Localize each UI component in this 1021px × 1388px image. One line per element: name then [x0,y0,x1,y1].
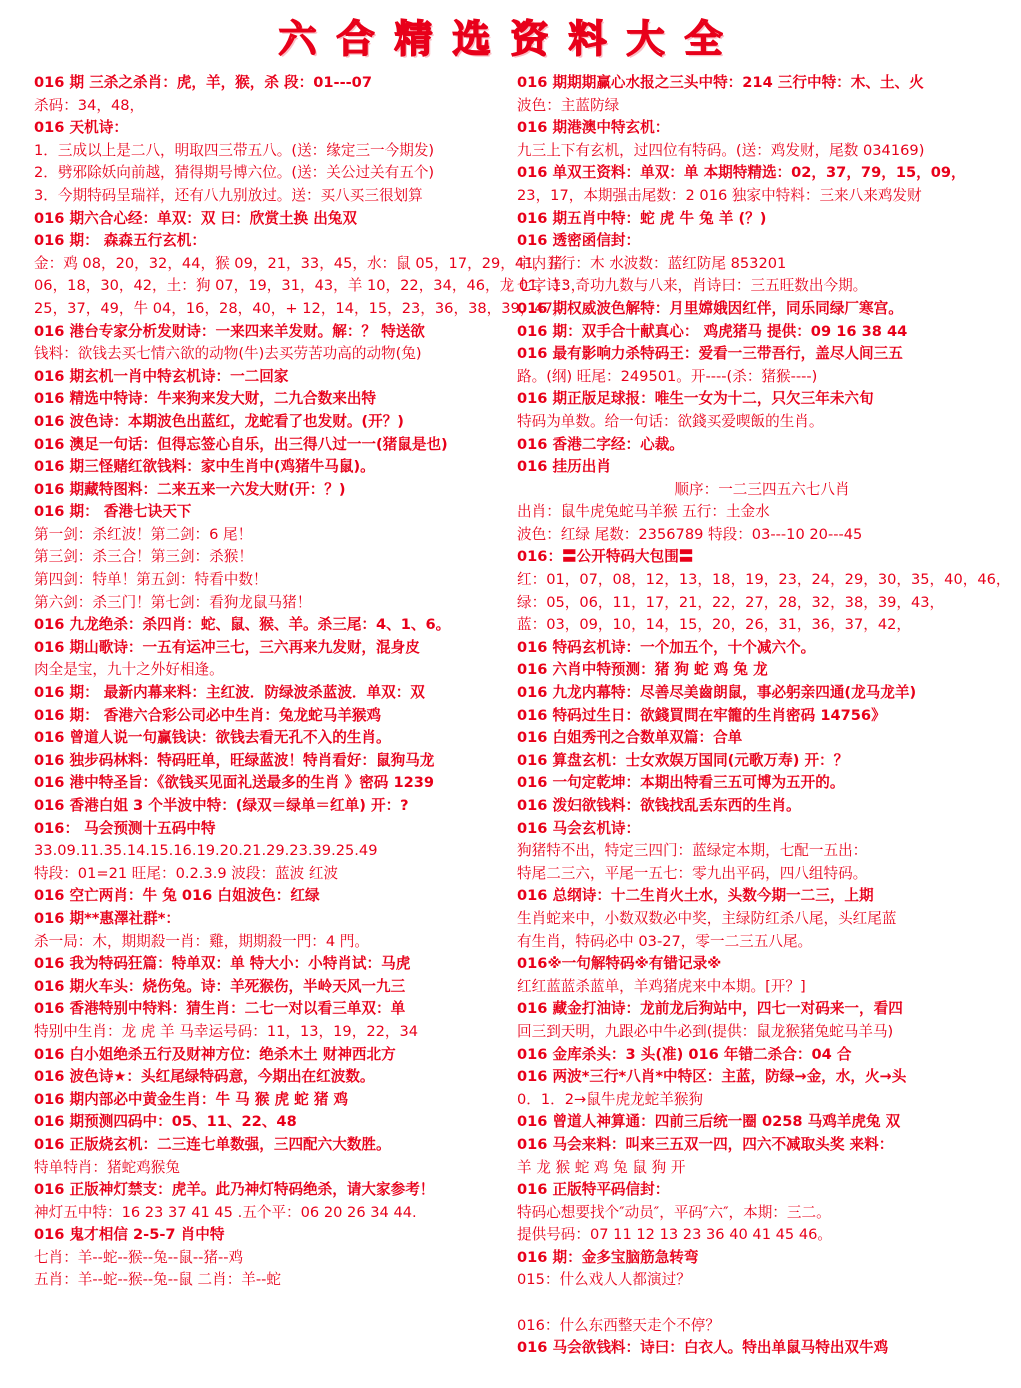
text-line: 016 香港特别中特料：猜生肖：二七一对以看三单双：单 [34,1000,406,1018]
text-line: 016 特码过生日：欲錢買問在牢籠的生肖密码 14756》 [517,706,886,724]
text-line: 016 期权威波色解特：月里嫦娥因红伴，同乐同绿厂寒宫。 [517,299,903,317]
text-line: 016 九龙绝杀：杀四肖：蛇、鼠、猴、羊。杀三尾：4、1、6。 [34,616,451,634]
text-line: 016 期港澳中特玄机： [517,119,670,137]
text-line: 路。(纲) 旺尾：249501。开----(杀：猪猴----) [517,367,818,385]
text-line: 016 总纲诗：十二生肖火土水，头数今期一二三，上期 [517,887,874,905]
text-line: 016 香港白姐 3 个半波中特：(绿双＝绿单＝红单) 开：? [34,797,409,814]
text-line: 七肖：羊--蛇--猴--兔--鼠--猪--鸡 [34,1248,244,1266]
text-line: 016 期： 香港六合彩公司必中生肖：兔龙蛇马羊猴鸡 [34,706,382,724]
text-line: 五肖：羊--蛇--猴--兔--鼠 二肖：羊--蛇 [34,1271,282,1289]
text-line: 第一剑：杀红波！第二剑：6 尾！ [34,525,253,543]
text-line: 016 独步码林料：特码旺单，旺绿蓝波！特肖看好：鼠狗马龙 [34,751,435,769]
text-line: 016 香港二字经：心裁。 [517,435,684,453]
text-line: 神灯五中特：16 23 37 41 45 .五个平：06 20 26 34 44. [34,1203,417,1221]
text-line: 016 金库杀头：3 头(准) 016 年错二杀合：04 合 [517,1045,852,1063]
text-line: 016 期**惠澤社群*： [34,909,181,927]
text-line: 016 期六合心经：单双：双 曰：欣赏土换 出兔双 [34,209,357,227]
page-title: 六合精选资料大全 [278,17,743,61]
text-line: 第三剑：杀三合！第三剑：杀猴！ [34,548,253,566]
text-line: 016 天机诗： [34,119,128,137]
text-line: 06，18，30，42，土：狗 07，19，31，43，羊 10，22，34，46，龙 01，13， [34,277,586,295]
text-line: 羊 龙 猴 蛇 鸡 兔 鼠 狗 开 [517,1158,686,1176]
text-line: 016 期正版足球报：唯生一女为十二，只欠三年未六旬 [517,390,874,408]
text-line: 016※一句解特码※有错记录※ [517,955,722,973]
text-line: 杀一局：木，期期殺一肖：雞，期期殺一門：4 門。 [34,932,369,950]
text-line: 016 单双王资料：单双：单 本期特精选：02，37，79，15，09， [517,164,966,182]
text-line: 红红蓝蓝杀蓝单，羊鸡猪虎来中本期。[开？] [517,977,806,995]
text-line: 23，17，本期强击尾数：2 016 独家中特料：三来八来鸡发财 [517,186,922,204]
text-line: 016 六肖中特预测：猪 狗 蛇 鸡 兔 龙 [517,661,768,679]
text-line: 出肖：鼠牛虎兔蛇马羊猴 五行：土金水 [517,503,770,521]
text-line: 016：〓公开特码大包围〓 [517,548,694,566]
text-line: 016 期：双手合十献真心： 鸡虎猪马 提供：09 16 38 44 [517,322,908,340]
text-line: 016 期山歌诗：一五有运冲三七，三六再来九发财，混身皮 [34,638,420,656]
text-line: 016 正版烧玄机：二三连七单数强，三四配六大数胜。 [34,1135,391,1153]
text-line: 016：什么东西整天走个不停？ [517,1316,720,1334]
text-line: 2．劈邪除妖向前越，猜得期号博六位。(送：关公过关有五个) [34,164,435,182]
text-line: 波色：主蓝防绿 [517,96,620,114]
text-line: 顺序：一二三四五六七八肖 [674,480,850,498]
text-line: 016 期藏特图料：二来五来一六发大财(开：？) [34,480,346,498]
text-line: 蓝：03，09，10，14，15，20，26，31，36，37，42， [517,616,911,634]
text-line: 016 港台专家分析发财诗：一来四来羊发财。解：？ 特送欲 [34,322,425,340]
text-line: 016 透密函信封： [517,232,641,250]
text-line: 提供号码：07 11 12 13 23 36 40 41 45 46。 [517,1226,833,1244]
text-line: 宇内五行：木 水波数：蓝红防尾 853201 [517,254,787,272]
text-line: 25，37，49，牛 04，16，28，40，+ 12，14，15，23，36，38，39，47， [34,299,568,317]
text-line: 016 白小姐绝杀五行及财神方位：绝杀木土 财神西北方 [34,1045,396,1063]
text-line: 016 特码玄机诗：一个加五个，十个减六个。 [517,638,816,656]
text-line: 016 期： 最新内幕来料：主红波．防绿波杀蓝波．单双：双 [34,684,425,702]
text-line: 016 波色诗：本期波色出蓝红，龙蛇看了也发财。(开？) [34,412,404,430]
text-line: 016 泼妇欲钱料：欲钱找乱丢东西的生肖。 [517,797,801,814]
text-line: 016 算盘玄机：士女欢娱万国同(元歌万寿) 开：？ [517,751,849,769]
text-line: 016 港中特圣旨：《欲钱买见面礼送最多的生肖 》密码 1239 [34,774,435,792]
text-line: 016 期预测四码中：05、11、22、48 [34,1113,297,1131]
text-line: 016 波色诗★：头红尾绿特码意，今期出在红波数。 [34,1068,375,1086]
text-line: 杀码：34，48， [34,96,145,114]
text-line: 016 最有影响力杀特码王：爱看一三带吾行，盖尽人间三五 [517,345,903,363]
text-line: 016 期：金多宝脑筋急转弯 [517,1248,699,1266]
text-line: 016 期五肖中特：蛇 虎 牛 兔 羊 (？) [517,209,767,227]
text-line: 3．今期特码呈瑞祥，还有八九别放过。送：买八买三很划算 [34,186,423,204]
text-line: 016 马会欲钱料：诗曰：白衣人。特出单鼠马特出双牛鸡 [517,1339,889,1357]
text-line: 特段：01=21 旺尾：0.2.3.9 波段：蓝波 红波 [34,864,339,882]
text-line [517,1292,1007,1315]
text-line: 特尾二三六，平尾一五七：零九出平码，四八组特码。 [517,864,868,882]
text-line: 016 期三怪赌红欲钱料：家中生肖中(鸡猪牛马鼠)。 [34,458,375,476]
text-line: 016 一句定乾坤：本期出特看三五可博为五开的。 [517,774,845,792]
text-line: 016 正版特平码信封： [517,1181,670,1199]
text-line: 016 挂历出肖 [517,458,611,476]
text-line: 016 澳足一句话：但得忘签心自乐，出三得八过一一(猪鼠是也) [34,435,448,453]
text-line: 016 正版神灯禁支：虎羊。此乃神灯特码绝杀，请大家参考！ [34,1181,435,1199]
right-column [517,72,1011,1360]
text-line: 33.09.11.35.14.15.16.19.20.21.29.23.39.25.49 [34,842,378,860]
text-line: 016 期内部必中黄金生肖：牛 马 猴 虎 蛇 猪 鸡 [34,1090,349,1108]
text-line: 015：什么戏人人都演过？ [517,1271,691,1289]
text-line: 016 两波*三行*八肖*中特区：主蓝，防绿→金，水，火→头 [517,1068,907,1086]
text-line: 肉全是宝，九十之外好相逢。 [34,661,224,679]
text-line: 016 曾道人说一句赢钱诀：欲钱去看无孔不入的生肖。 [34,729,391,747]
text-line: 016 九龙内幕特：尽善尽美齒朗鼠，事必躬亲四通(龙马龙羊) [517,684,917,702]
text-line: 016 期： 香港七诀天下 [34,503,192,521]
text-line: 016 曾道人神算通：四前三后统一圈 0258 马鸡羊虎兔 双 [517,1113,901,1131]
text-line: 016 马会来料：叫来三五双一四，四六不减取头奖 来料： [517,1135,894,1153]
text-line: 016 空亡两肖：牛 兔 016 白姐波色：红绿 [34,887,320,905]
text-line: 九三上下有玄机，过四位有特码。(送：鸡发财，尾数 034169) [517,141,925,159]
text-line: 016 期： 森森五行玄机： [34,232,206,250]
text-line: 016 白姐秀刊之合数单双篇：合单 [517,729,743,747]
text-line: 0．1．2→鼠牛虎龙蛇羊猴狗 [517,1090,704,1108]
text-line: 金：鸡 08，20，32，44，猴 09，21，33，45，水：鼠 05，17，29，41，猪 [34,254,563,272]
text-line: 016 藏金打油诗：龙前龙后狗站中，四七一对码来一，看四 [517,1000,903,1018]
text-line: 绿：05，06，11，17，21，22，27，28，32，38，39，43， [517,593,945,611]
text-line: 特码心想要找个″动员″，平码″六″，本期：三二。 [517,1203,831,1221]
text-line: 第六剑：杀三门！第七剑：看狗龙鼠马猪！ [34,593,312,611]
text-line: 特别中生肖：龙 虎 羊 马幸运号码：11，13，19，22，34 [34,1022,419,1040]
text-line: 016 精选中特诗：牛来狗来发大财，二九合数来出特 [34,390,377,408]
text-line: 特码为单数。给一句话：欲錢买爱喫飯的生肖。 [517,412,824,430]
text-line: 016 鬼才相信 2-5-7 肖中特 [34,1226,225,1244]
text-line: 016 马会玄机诗： [517,819,641,837]
text-line: 016 我为特码狂篇：特单双：单 特大小：小特肖试：马虎 [34,955,411,973]
text-line: 第四剑：特单！第五剑：特看中数！ [34,571,268,589]
text-line: 016 期火车头：烧伤兔。诗：羊死猴伤，半岭天风一九三 [34,977,406,995]
text-line: 狗猪特不出，特定三四门：蓝绿定本期，七配一五出： [517,842,868,860]
text-line: 1．三成以上是二八，明取四三带五八。(送：缘定三一今期发) [34,141,435,159]
text-line: 016 期 三杀之杀肖：虎，羊，猴，杀 段：01---07 [34,74,372,91]
text-line: 波色：红绿 尾数：2356789 特段：03---10 20---45 [517,525,863,543]
text-line: 七字诗：奇功九数与八来，肖诗曰：三五旺数出今期。 [517,277,868,295]
text-line: 有生肖，特码必中 03-27，零一二三五八尾。 [517,932,813,950]
text-line: 红：01，07，08，12，13，18，19，23，24，29，30，35，40，46， [517,571,1011,589]
text-line: 016 期期期赢心水报之三头中特：214 三行中特：木、土、火 [517,74,924,91]
text-line: 回三到天明，九跟必中牛必到(提供：鼠龙猴猪兔蛇马羊马) [517,1022,894,1040]
text-line: 016 期玄机一肖中特玄机诗：一二回家 [34,367,289,385]
text-line: 生肖蛇来中，小数双数必中奖，主绿防红杀八尾，头红尾蓝 [517,909,897,927]
text-line: 特单特肖：猪蛇鸡猴兔 [34,1158,180,1176]
text-line: 钱料：欲钱去买七情六欲的动物(牛)去买劳苦功高的动物(兔) [34,345,422,363]
text-line: 016： 马会预测十五码中特 [34,819,216,837]
